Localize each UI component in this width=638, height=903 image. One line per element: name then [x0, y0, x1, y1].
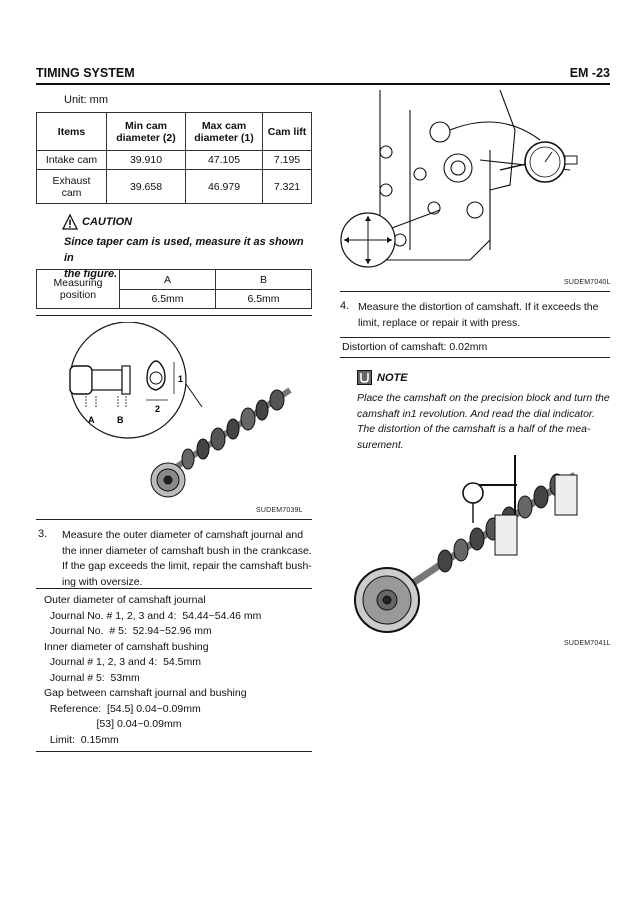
- th-max-cam: Max cam diameter (1): [186, 113, 263, 151]
- figure3-caption: SUDEM7041L: [564, 640, 611, 647]
- label-2: 2: [155, 404, 161, 414]
- measuring-position-table: Measuring position A B 6.5mm 6.5mm: [36, 269, 312, 309]
- caution-title: CAUTION: [82, 216, 133, 228]
- step3-number: 3.: [38, 528, 48, 540]
- th-cam-lift: Cam lift: [263, 113, 312, 151]
- step4-number: 4.: [340, 300, 350, 312]
- spec3-block: Outer diameter of camshaft journal Journal No. # 1, 2, 3 and 4: 54.44~54.46 mm Journal No. # 5: 52.94~52.96 mm Inner diameter of camshaft bushing Journal # 1, 2, 3 and 4: 54.5mm Journal # 5: 53mm Gap between camshaft journal and bushing Reference: [54.5] 0.04~0.09mm [53] 0.04~0.09mm Limit: 0.15mm: [44, 594, 262, 746]
- page-number: EM -23: [569, 66, 610, 80]
- divider: [36, 315, 312, 316]
- figure2-caption: SUDEM7040L: [564, 279, 611, 286]
- label-a: A: [88, 415, 95, 425]
- table-row: Exhaust cam 39.658 46.979 7.321: [37, 170, 312, 204]
- divider: [340, 337, 610, 338]
- label-1: 1: [178, 374, 184, 384]
- note-icon: [357, 370, 372, 385]
- divider: [340, 291, 610, 292]
- label-b: B: [117, 415, 124, 425]
- note-title: NOTE: [377, 372, 408, 384]
- distortion-figure: [345, 455, 610, 635]
- divider: [36, 588, 312, 589]
- unit-label: Unit: mm: [64, 94, 108, 106]
- camshaft-figure: [52, 322, 308, 502]
- spec4-value: Distortion of camshaft: 0.02mm: [342, 341, 488, 353]
- cam-spec-table: [36, 112, 312, 204]
- divider: [340, 357, 610, 358]
- divider: [36, 519, 312, 520]
- step4-text: Measure the distortion of camshaft. If it exceeds the limit, replace or repair it with press.: [358, 301, 599, 329]
- th-items: Items: [37, 113, 107, 151]
- dial-gauge-figure: [340, 90, 610, 272]
- note-text: Place the camshaft on the precision block and turn the camshaft in1 revolution. And read the dial indicator. The distortion of the camshaft is a half of the mea- surement.: [357, 392, 610, 451]
- caution-icon: [62, 214, 78, 230]
- th-min-cam: Min cam diameter (2): [107, 113, 186, 151]
- table-row: Intake cam 39.910 47.105 7.195: [37, 151, 312, 170]
- step3-text: Measure the outer diameter of camshaft journal and the inner diameter of camshaft bush in the crankcase. If the gap exceeds the limit, repair the camshaft bush- ing with oversize.: [62, 529, 312, 588]
- caution-text: Since taper cam is used, measure it as shown in the figure.: [64, 236, 304, 280]
- divider: [36, 751, 312, 752]
- header-divider: [36, 83, 610, 85]
- figure1-caption: SUDEM7039L: [256, 507, 303, 514]
- section-title: TIMING SYSTEM: [36, 66, 135, 80]
